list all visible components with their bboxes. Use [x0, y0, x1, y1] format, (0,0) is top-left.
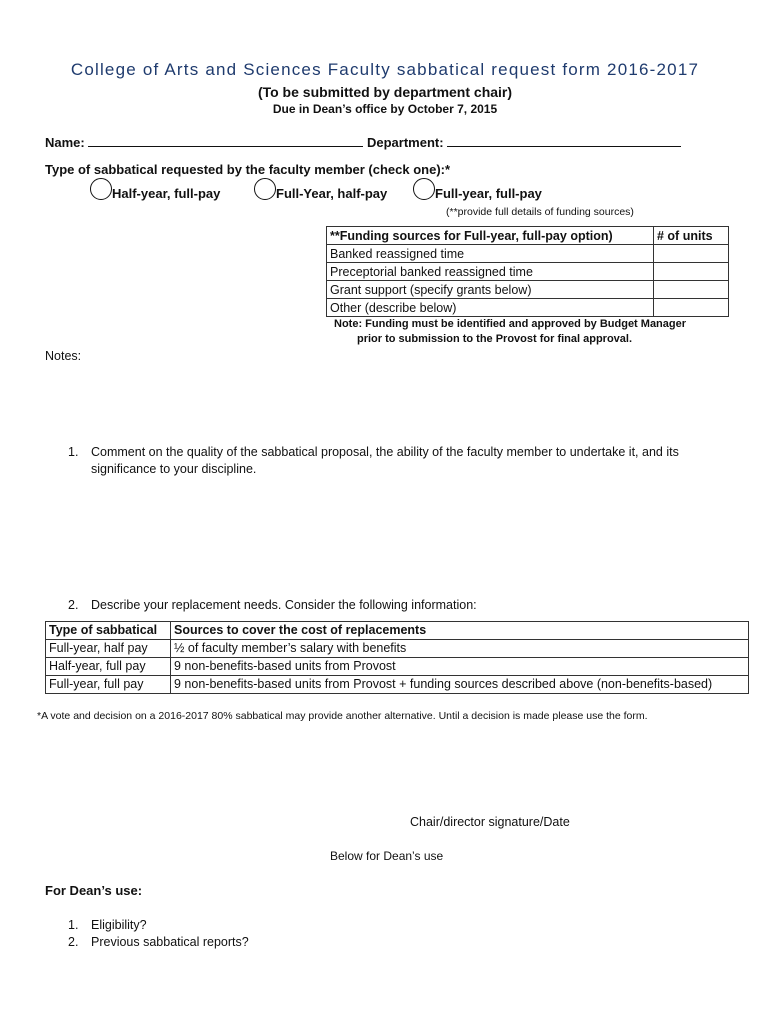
department-label: Department:: [367, 135, 444, 150]
type-cell: Half-year, full pay: [46, 658, 171, 676]
units-cell[interactable]: [654, 263, 729, 281]
type-cell: Full-year, full pay: [46, 676, 171, 694]
radio-circle-icon[interactable]: [90, 178, 112, 200]
notes-label: Notes:: [45, 349, 82, 363]
table-header-row: [327, 227, 729, 245]
deans-item2-number: 2.: [68, 935, 79, 949]
name-label: Name:: [45, 135, 85, 150]
units-cell[interactable]: [654, 245, 729, 263]
table-row: [327, 263, 729, 281]
replacement-table: [45, 621, 749, 694]
option-half-year-full-pay[interactable]: [90, 178, 220, 201]
table-row: [46, 676, 749, 694]
deans-item2: Previous sabbatical reports?: [91, 935, 249, 949]
radio-circle-icon[interactable]: [413, 178, 435, 200]
q1-line2: significance to your discipline.: [91, 462, 257, 476]
units-header: # of units: [654, 227, 729, 245]
funding-note-line1: Note: Funding must be identified and approved by Budget Manager: [334, 318, 687, 330]
funding-row-label: Grant support (specify grants below): [327, 281, 654, 299]
option-label: Full-year, full-pay: [435, 186, 542, 201]
q2-number: 2.: [68, 598, 79, 612]
option-label: Half-year, full-pay: [112, 186, 221, 201]
source-cell: 9 non-benefits-based units from Provost: [171, 658, 749, 676]
sources-header: Sources to cover the cost of replacements: [171, 622, 749, 640]
option-full-year-half-pay[interactable]: [254, 178, 387, 201]
footnote: *A vote and decision on a 2016-2017 80% sabbatical may provide another alternative. Until a decision is made please use the form.: [37, 710, 648, 722]
funding-row-label: Other (describe below): [327, 299, 654, 317]
form-subtitle: (To be submitted by department chair): [257, 84, 513, 100]
type-header: Type of sabbatical: [46, 622, 171, 640]
q1-number: 1.: [68, 445, 79, 459]
funding-table: [326, 226, 729, 317]
deans-item1-number: 1.: [68, 918, 79, 932]
radio-circle-icon[interactable]: [254, 178, 276, 200]
option-label: Full-Year, half-pay: [276, 186, 388, 201]
deans-section-heading: For Dean’s use:: [45, 883, 143, 898]
table-row: [46, 658, 749, 676]
department-field[interactable]: [447, 134, 681, 147]
source-cell: 9 non-benefits-based units from Provost + funding sources described above (non-benefits-based): [171, 676, 749, 694]
signature-label: Chair/director signature/Date: [410, 815, 570, 829]
funding-note-line2: prior to submission to the Provost for final approval.: [357, 333, 633, 345]
q2-text: Describe your replacement needs. Consider the following information:: [91, 598, 477, 612]
funding-row-label: Banked reassigned time: [327, 245, 654, 263]
sabbatical-type-label: Type of sabbatical requested by the faculty member (check one):*: [45, 162, 451, 177]
q1-line1: Comment on the quality of the sabbatical proposal, the ability of the faculty member to undertake it, and its: [91, 445, 679, 459]
type-cell: Full-year, half pay: [46, 640, 171, 658]
option-full-year-full-pay[interactable]: [413, 178, 542, 201]
units-cell[interactable]: [654, 281, 729, 299]
table-row: [327, 281, 729, 299]
name-field[interactable]: [88, 134, 363, 147]
form-title: College of Arts and Sciences Faculty sabbatical request form 2016-2017: [70, 60, 700, 79]
deans-use-note: Below for Dean’s use: [330, 849, 444, 863]
table-row: [327, 245, 729, 263]
units-cell[interactable]: [654, 299, 729, 317]
name-department-row: [45, 134, 681, 150]
deans-item1: Eligibility?: [91, 918, 147, 932]
funding-hint: (**provide full details of funding sources): [446, 206, 634, 218]
due-date: Due in Dean’s office by October 7, 2015: [272, 102, 498, 116]
funding-row-label: Preceptorial banked reassigned time: [327, 263, 654, 281]
table-header-row: [46, 622, 749, 640]
table-row: [46, 640, 749, 658]
table-row: [327, 299, 729, 317]
funding-header: **Funding sources for Full-year, full-pay option): [327, 227, 654, 245]
source-cell: ½ of faculty member’s salary with benefits: [171, 640, 749, 658]
